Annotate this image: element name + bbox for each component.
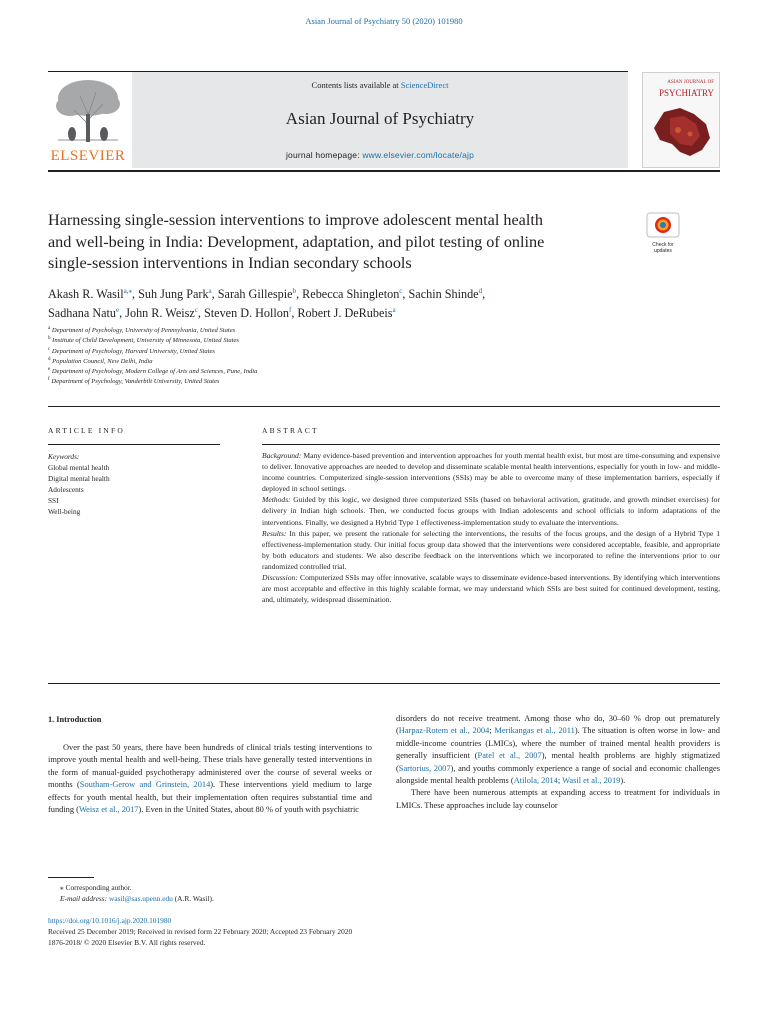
abstract-section-label: Results:	[262, 528, 287, 538]
affiliation-item	[48, 326, 648, 336]
abstract-body	[262, 450, 720, 605]
body-text: ;	[489, 726, 495, 736]
doi-link[interactable]: https://doi.org/10.1016/j.ajp.2020.101980	[48, 916, 172, 925]
author-name[interactable]: Rebecca Shingleton	[302, 287, 400, 301]
publisher-logo-text: ELSEVIER	[50, 148, 126, 164]
author-name[interactable]: Sarah Gillespie	[217, 287, 293, 301]
author-name[interactable]: Sachin Shinde	[408, 287, 479, 301]
author-affiliation-mark[interactable]: a	[392, 306, 396, 314]
affiliation-text: Department of Psychology, Modern College of Arts and Sciences, Pune, India	[51, 368, 258, 376]
author-name[interactable]: Suh Jung Park	[138, 287, 209, 301]
cover-big-title: PSYCHIATRY	[658, 88, 714, 98]
email-suffix: (A.R. Wasil).	[172, 894, 214, 903]
email-label: E-mail address:	[60, 894, 109, 903]
keywords-label: Keywords:	[48, 452, 80, 461]
keyword-item: Digital mental health	[48, 474, 110, 483]
affiliation-mark: f	[48, 377, 50, 383]
author-affiliation-mark[interactable]: f	[288, 306, 292, 314]
keyword-item: SSI	[48, 496, 59, 505]
abstract-section-label: Background:	[262, 451, 302, 460]
article-info-rule	[48, 444, 220, 445]
citation-link[interactable]: Harpaz-Rotem et al., 2004	[398, 726, 490, 736]
affiliation-mark: e	[48, 367, 51, 373]
citation-link[interactable]: Patel et al., 2007	[477, 751, 542, 761]
abstract-section-text: In this paper, we present the rationale for selecting the interventions, the results of the focus groups, and the design of a Hybrid Type 1 effectiveness-implementation study. Our initial focus group data showed that the interventions were considered acceptable, feasible, and appropriate by both educators and students. We also describe feedback on the interventions which we incorporated to refine the interventions prior to our randomized controlled trial.	[262, 528, 720, 571]
affiliation-mark: a	[48, 326, 51, 331]
citation-link[interactable]: Wasil et al., 2019	[562, 776, 621, 786]
email-note	[48, 893, 448, 904]
abstract-section-discussion	[262, 572, 720, 605]
homepage-prefix: journal homepage:	[285, 150, 363, 160]
article-title	[48, 210, 638, 275]
title-line: and well-being in India: Development, adaptation, and pilot testing of online	[48, 232, 545, 251]
affiliation-list	[48, 326, 648, 388]
keyword-item: Global mental health	[48, 463, 110, 472]
author-name[interactable]: Steven D. Hollon	[204, 306, 289, 320]
section-rule	[48, 406, 720, 407]
title-line: single-session interventions in Indian secondary schools	[48, 254, 412, 272]
affiliation-text: Department of Psychology, Vanderbilt University, United States	[51, 378, 220, 386]
author-affiliation-mark[interactable]: e	[116, 306, 120, 314]
author-name[interactable]: Sadhana Natu	[48, 306, 117, 320]
check-for-updates-badge[interactable]	[646, 212, 680, 252]
citation-link[interactable]: Sartorius, 2007	[398, 763, 451, 773]
crossmark-icon	[646, 212, 680, 238]
author-affiliation-mark[interactable]: d	[478, 287, 483, 295]
abstract-section-methods	[262, 494, 720, 527]
copyright-notice: 1876-2018/ © 2020 Elsevier B.V. All rights reserved.	[48, 938, 206, 947]
body-paragraph	[48, 742, 372, 816]
article-info-heading: ARTICLE INFO	[48, 426, 125, 435]
journal-reference-link[interactable]: Asian Journal of Psychiatry 50 (2020) 101980	[305, 16, 463, 26]
author-name[interactable]: Robert J. DeRubeis	[297, 306, 393, 320]
footnotes	[48, 882, 448, 904]
affiliation-item	[48, 357, 648, 367]
sciencedirect-link[interactable]: ScienceDirect	[400, 80, 449, 90]
affiliation-item	[48, 367, 648, 377]
body-text: ), and youths commonly experience a range of social and economic challenges alongside mental health problems (	[396, 763, 720, 786]
body-text: ), mental health problems are highly stigmatized (	[396, 751, 720, 773]
abstract-section-background	[262, 450, 720, 494]
body-text: ;	[557, 776, 563, 786]
section-heading-introduction: 1. Introduction	[48, 715, 102, 724]
author-affiliation-mark[interactable]: c	[399, 287, 403, 295]
cover-small-title: ASIAN JOURNAL OF	[667, 80, 714, 85]
body-paragraph: There have been numerous attempts at expanding access to treatment for individuals in LMICs. These approaches include lay counselor	[396, 788, 720, 810]
title-line: Harnessing single-session interventions to improve adolescent mental health	[48, 211, 543, 229]
abstract-heading: ABSTRACT	[262, 426, 319, 435]
publication-info	[48, 915, 548, 948]
body-text: ). Even in the United States, about 80 % of youth with psychiatric	[138, 805, 359, 815]
received-dates: Received 25 December 2019; Received in revised form 22 February 2020; Accepted 23 February 2020	[48, 927, 353, 936]
crossmark-label: Check for updates	[652, 242, 674, 254]
keyword-item: Well-being	[48, 507, 81, 516]
contents-prefix: Contents lists available at	[311, 80, 401, 90]
abstract-section-label: Methods:	[262, 495, 291, 505]
keywords-block	[48, 451, 220, 517]
author-separator: ,	[296, 287, 303, 301]
affiliation-text: Department of Psychology, University of Pennsylvania, United States	[51, 327, 236, 334]
affiliation-item	[48, 377, 648, 387]
affiliation-text: Population Council, New Delhi, India	[52, 357, 153, 365]
body-text: ). The situation is often worse in low- and middle-income countries (LMICs), where the number of trained mental health providers is generally insufficient (	[396, 726, 720, 761]
body-column-right	[396, 713, 720, 812]
author-affiliation-mark[interactable]: a	[208, 287, 212, 295]
abstract-section-text: Many evidence-based prevention and intervention approaches for youth mental health exist, but most are time-consuming and expensive to deliver. Innovative approaches are needed to develop and disseminate scalable mental health interventions, especially for youth in low- and middle-income countries. Computerized single-session interventions (SSIs) may be able to overcome many of these implementation barriers, especially if deployed in school settings.	[262, 451, 720, 494]
author-separator: ,	[132, 287, 139, 301]
corresponding-author-note: ⁎ Corresponding author.	[60, 883, 132, 892]
abstract-section-label: Discussion:	[262, 573, 298, 583]
body-text: Over the past 50 years, there have been hundreds of clinical trials testing interventions to improve youth mental health and well-being. These trials have generally tested interventions in the form of manual-guided psychotherapy administered over the course of several weeks or months (	[48, 743, 372, 790]
citation-link[interactable]: Merikangas et al., 2011	[494, 726, 575, 736]
abstract-section-text: Guided by this logic, we designed three computerized SSIs (based on behavioral activation, gratitude, and growth mindset exercises) for delivery in Indian high schools. Then, we conducted focus groups with Indian adolescents and school officials to inform adaptations of the interventions. Finally, we designed a Hybrid Type 1 effectiveness-implementation study to evaluate the interventions.	[262, 495, 720, 527]
author-separator: ,	[211, 287, 218, 301]
affiliation-mark: c	[48, 346, 51, 352]
affiliation-item	[48, 347, 648, 357]
affiliation-text: Department of Psychology, Harvard University, United States	[51, 347, 215, 355]
journal-homepage-link[interactable]: www.elsevier.com/locate/ajp	[362, 150, 475, 160]
author-separator: ,	[119, 306, 126, 320]
journal-homepage-line	[132, 150, 628, 160]
cover-map-art-icon	[650, 104, 714, 160]
citation-link[interactable]: Atilola, 2014	[513, 776, 558, 786]
header-bottom-rule	[48, 170, 720, 172]
citation-link[interactable]: Weisz et al., 2017	[78, 805, 139, 815]
journal-title: Asian Journal of Psychiatry	[285, 109, 475, 128]
affiliation-mark: d	[48, 356, 51, 362]
affiliation-text: Institute of Child Development, University of Minnesota, United States	[52, 337, 239, 345]
abstract-section-text: Computerized SSIs may offer innovative, scalable ways to disseminate evidence-based interventions. By identifying which interventions are most acceptable and effective in this highly scalable format, we may understand which SSIs are best suited for continued development, testing, and, ultimately, widespread dissemination.	[262, 573, 720, 605]
author-affiliation-mark[interactable]: c	[194, 306, 198, 314]
author-name[interactable]: John R. Weisz	[125, 306, 195, 320]
author-separator: ,	[197, 306, 204, 320]
body-column-left	[48, 742, 372, 816]
abstract-rule	[262, 444, 720, 445]
affiliation-mark: b	[48, 336, 51, 342]
author-list	[48, 285, 668, 323]
body-text: ).	[620, 776, 626, 786]
affiliation-item	[48, 336, 648, 346]
author-affiliation-mark[interactable]: a,⁎	[123, 287, 133, 295]
author-name[interactable]: Akash R. Wasil	[48, 287, 124, 301]
body-text: ). These interventions yield medium to large effects for youth mental health, but their implementation often requires substantial time and funding (	[48, 780, 373, 815]
contents-line	[132, 80, 628, 90]
keyword-item: Adolescents	[48, 485, 84, 494]
citation-link[interactable]: Southam-Gerow and Grinstein, 2014	[79, 780, 211, 790]
email-link[interactable]: wasil@sas.upenn.edu	[109, 894, 173, 903]
body-paragraph	[396, 713, 720, 787]
author-separator: ,	[482, 287, 486, 301]
author-separator: ,	[402, 287, 409, 301]
author-separator: ,	[291, 306, 298, 320]
footnote-rule	[48, 877, 94, 878]
body-text: disorders do not receive treatment. Among those who do, 30–60 % drop out prematurely (	[396, 714, 720, 736]
author-affiliation-mark[interactable]: b	[292, 287, 297, 295]
abstract-section-results	[262, 528, 720, 572]
section-rule	[48, 683, 720, 684]
